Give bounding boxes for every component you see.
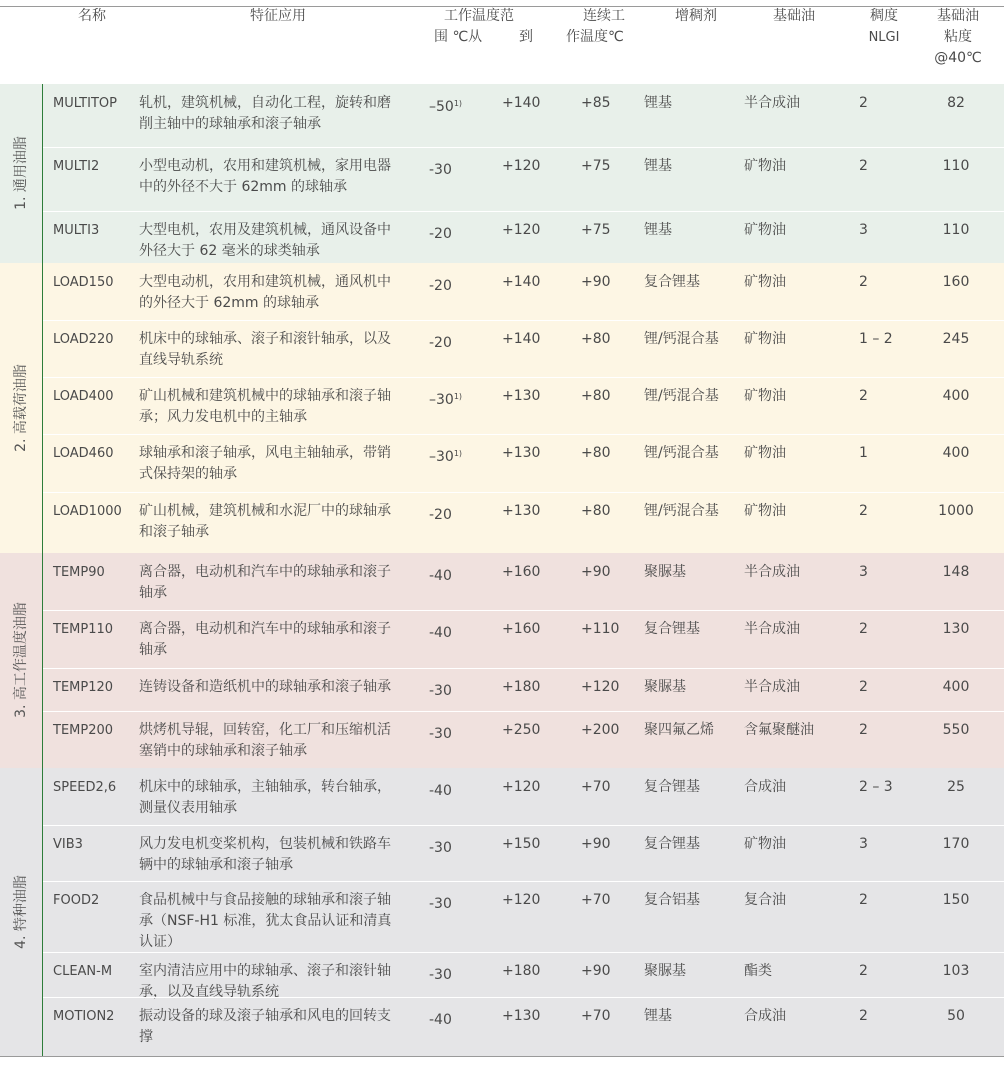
temp-from-cell: -30 — [429, 726, 452, 742]
bottom-rule — [0, 1056, 1004, 1057]
header-application: 特征应用 — [250, 8, 306, 24]
base-oil-cell: 半合成油 — [744, 679, 800, 695]
continuous-temp-cell: +75 — [581, 222, 611, 238]
product-name-cell: VIB3 — [53, 837, 83, 852]
row-separator — [43, 825, 1004, 826]
row-separator — [43, 320, 1004, 321]
product-name-cell: LOAD1000 — [53, 504, 122, 519]
nlgi-cell: 2 — [859, 963, 868, 979]
viscosity-cell: 148 — [942, 564, 970, 580]
application-cell: 振动设备的球及滚子轴承和风电的回转支撑 — [139, 1008, 391, 1045]
temp-from-cell: -40 — [429, 783, 452, 799]
table-row — [43, 881, 1004, 952]
temp-from-cell: -20 — [429, 226, 452, 242]
thickener-cell: 锂/钙混合基 — [644, 445, 719, 461]
viscosity-cell: 82 — [947, 95, 965, 111]
temp-from-cell: –50$^{1)}$ — [429, 99, 463, 115]
application-cell: 风力发电机变桨机构，包装机械和铁路车辆中的球轴承和滚子轴承 — [139, 836, 391, 873]
temp-from-cell: -30 — [429, 896, 452, 912]
header-temp-range-line1: 工作温度范 — [444, 8, 514, 24]
row-separator — [43, 997, 1004, 998]
product-name-cell: LOAD460 — [53, 446, 114, 461]
table-row — [43, 610, 1004, 668]
temp-from-cell: -20 — [429, 335, 452, 351]
row-separator — [43, 147, 1004, 148]
nlgi-cell: 2 — [859, 892, 868, 908]
row-separator — [43, 952, 1004, 953]
application-cell: 烘烤机导辊，回转窑，化工厂和压缩机活塞销中的球轴承和滚子轴承 — [139, 722, 391, 759]
continuous-temp-cell: +110 — [581, 621, 620, 637]
product-name-cell: MULTI2 — [53, 159, 100, 174]
thickener-cell: 锂/钙混合基 — [644, 331, 719, 347]
application-cell: 矿山机械，建筑机械和水泥厂中的球轴承和滚子轴承 — [139, 503, 391, 540]
thickener-cell: 复合锂基 — [644, 621, 700, 637]
product-name-cell: FOOD2 — [53, 893, 100, 908]
product-name-cell: TEMP200 — [53, 723, 114, 738]
thickener-cell: 复合锂基 — [644, 274, 700, 290]
table-row — [43, 768, 1004, 825]
nlgi-cell: 2 — [859, 1008, 868, 1024]
base-oil-cell: 矿物油 — [744, 388, 786, 404]
temp-to-cell: +160 — [502, 621, 541, 637]
viscosity-cell: 110 — [942, 222, 970, 238]
header-name: 名称 — [78, 8, 106, 24]
base-oil-cell: 矿物油 — [744, 331, 786, 347]
temp-to-cell: +160 — [502, 564, 541, 580]
header-viscosity-line3: @40℃ — [934, 50, 982, 66]
thickener-cell: 聚脲基 — [644, 963, 686, 979]
thickener-cell: 锂基 — [644, 222, 672, 238]
header-thickener: 增稠剂 — [675, 8, 717, 24]
header-nlgi-line2: NLGI — [868, 30, 900, 45]
temp-to-cell: +150 — [502, 836, 541, 852]
category-band-general: 1. 通用油脂 MULTITOP 轧机，建筑机械，自动化工程，旋转和磨削主轴中的球轴承和滚子轴承 –50$^{1)}$ +140 +85 锂基 半合成油 2 82 MULTI2 小型电动机，农用和建筑机械，家用电器中的外径不大于 62mm 的球轴承 -30 +120 +75 锂基 矿物油 2 110 MULTI3 大型电机，农用及建筑机械，通风设备中外径大于 62 毫米的球类轴承 -20 +120 +75 锂基 矿物油 3 110 — [0, 84, 1004, 263]
temp-to-cell: +130 — [502, 388, 541, 404]
table-row — [43, 492, 1004, 553]
viscosity-cell: 400 — [942, 679, 970, 695]
base-oil-cell: 含氟聚醚油 — [744, 722, 814, 738]
row-separator — [43, 610, 1004, 611]
product-name-cell: LOAD400 — [53, 389, 114, 404]
viscosity-cell: 50 — [947, 1008, 965, 1024]
temp-from-cell: -30 — [429, 162, 452, 178]
viscosity-cell: 400 — [942, 445, 970, 461]
table-row — [43, 263, 1004, 320]
table-row — [43, 434, 1004, 492]
continuous-temp-cell: +70 — [581, 892, 611, 908]
application-cell: 机床中的球轴承、滚子和滚针轴承，以及直线导轨系统 — [139, 331, 391, 368]
header-continuous-temp-line1: 连续工 — [583, 8, 625, 24]
continuous-temp-cell: +80 — [581, 331, 611, 347]
base-oil-cell: 矿物油 — [744, 836, 786, 852]
table-row — [43, 377, 1004, 434]
nlgi-cell: 2 — [859, 503, 868, 519]
viscosity-cell: 245 — [942, 331, 970, 347]
thickener-cell: 锂/钙混合基 — [644, 388, 719, 404]
temp-from-cell: -20 — [429, 507, 452, 523]
thickener-cell: 复合铝基 — [644, 892, 700, 908]
thickener-cell: 聚脲基 — [644, 564, 686, 580]
continuous-temp-cell: +200 — [581, 722, 620, 738]
application-cell: 离合器，电动机和汽车中的球轴承和滚子轴承 — [139, 621, 391, 658]
row-separator — [43, 881, 1004, 882]
footnote-marker: 1) — [453, 449, 463, 458]
application-cell: 大型电动机，农用和建筑机械，通风机中的外径大于 62mm 的球轴承 — [139, 274, 391, 311]
category-band-special: 4. 特种油脂 SPEED2,6 机床中的球轴承，主轴轴承，转台轴承，测量仪表用轴承 -40 +120 +70 复合锂基 合成油 2 – 3 25 VIB3 风力发电机变桨机构，包装机械和铁路车辆中的球轴承和滚子轴承 -30 +150 +90 复合锂基 矿物油 3 170 FOOD2 食品机械中与食品接触的球轴承和滚子轴承（NSF-H1 标准，犹太食品认证和清真认证） -30 +120 +70 复合铝基 复合油 2 150 CLEAN-M 室内清洁应用中的球轴承、滚子和滚针轴承，以及直线导轨系统 -30 +180 +90 聚脲基 酯类 2 103 MOTION2 振动设备的球及滚子轴承和风电的回转支撑 -40 +130 +70 锂基 合成油 2 50 — [0, 768, 1004, 1056]
temp-to-cell: +130 — [502, 445, 541, 461]
product-name-cell: LOAD220 — [53, 332, 114, 347]
row-separator — [43, 211, 1004, 212]
nlgi-cell: 2 — [859, 158, 868, 174]
product-name-cell: LOAD150 — [53, 275, 114, 290]
continuous-temp-cell: +70 — [581, 779, 611, 795]
nlgi-cell: 3 — [859, 222, 868, 238]
temp-to-cell: +130 — [502, 503, 541, 519]
row-separator — [43, 711, 1004, 712]
nlgi-cell: 2 — [859, 679, 868, 695]
temp-from-cell: -30 — [429, 840, 452, 856]
temp-to-cell: +120 — [502, 158, 541, 174]
base-oil-cell: 半合成油 — [744, 621, 800, 637]
viscosity-cell: 170 — [942, 836, 970, 852]
viscosity-cell: 103 — [942, 963, 970, 979]
product-name-cell: TEMP120 — [53, 680, 114, 695]
table-row — [43, 952, 1004, 1000]
temp-to-cell: +250 — [502, 722, 541, 738]
base-oil-cell: 矿物油 — [744, 274, 786, 290]
temp-from-cell: -30 — [429, 967, 452, 983]
viscosity-cell: 130 — [942, 621, 970, 637]
continuous-temp-cell: +90 — [581, 836, 611, 852]
base-oil-cell: 合成油 — [744, 779, 786, 795]
category-band-high-load: 2. 高载荷油脂 LOAD150 大型电动机，农用和建筑机械，通风机中的外径大于 62mm 的球轴承 -20 +140 +90 复合锂基 矿物油 2 160 LOAD220 机床中的球轴承、滚子和滚针轴承，以及直线导轨系统 -20 +140 +80 锂/钙混合基 矿物油 1 – 2 245 LOAD400 矿山机械和建筑机械中的球轴承和滚子轴承；风力发电机中的主轴承 –30$^{1)}$ +130 +80 锂/钙混合基 矿物油 2 400 LOAD460 球轴承和滚子轴承，风电主轴轴承，带销式保持架的轴承 –30$^{1)}$ +130 +80 锂/钙混合基 矿物油 1 400 LOAD1000 矿山机械，建筑机械和水泥厂中的球轴承和滚子轴承 -20 +130 +80 锂/钙混合基 矿物油 2 1000 — [0, 263, 1004, 553]
product-name-cell: MULTITOP — [53, 96, 117, 111]
footnote-marker: 1) — [453, 392, 463, 401]
row-separator — [43, 668, 1004, 669]
thickener-cell: 复合锂基 — [644, 836, 700, 852]
base-oil-cell: 半合成油 — [744, 95, 800, 111]
footnote-marker: 1) — [453, 99, 463, 108]
product-name-cell: MULTI3 — [53, 223, 100, 238]
base-oil-cell: 矿物油 — [744, 222, 786, 238]
temp-to-cell: +140 — [502, 274, 541, 290]
application-cell: 大型电机，农用及建筑机械，通风设备中外径大于 62 毫米的球类轴承 — [139, 222, 391, 259]
header-continuous-temp-line2: 作温度℃ — [566, 29, 624, 45]
temp-to-cell: +120 — [502, 892, 541, 908]
base-oil-cell: 矿物油 — [744, 158, 786, 174]
nlgi-cell: 2 — [859, 722, 868, 738]
header-temp-range-line2: 围 ℃从 — [434, 29, 483, 45]
thickener-cell: 复合锂基 — [644, 779, 700, 795]
nlgi-cell: 2 — [859, 621, 868, 637]
base-oil-cell: 酯类 — [744, 963, 772, 979]
table-row — [43, 553, 1004, 610]
continuous-temp-cell: +90 — [581, 963, 611, 979]
base-oil-cell: 半合成油 — [744, 564, 800, 580]
category-band-high-temp: 3. 高工作温度油脂 TEMP90 离合器，电动机和汽车中的球轴承和滚子轴承 -40 +160 +90 聚脲基 半合成油 3 148 TEMP110 离合器，电动机和汽车中的球轴承和滚子轴承 -40 +160 +110 复合锂基 半合成油 2 130 TEMP120 连铸设备和造纸机中的球轴承和滚子轴承 -30 +180 +120 聚脲基 半合成油 2 400 TEMP200 烘烤机导辊，回转窑，化工厂和压缩机活塞销中的球轴承和滚子轴承 -30 +250 +200 聚四氟乙烯 含氟聚醚油 2 550 — [0, 553, 1004, 768]
table-row — [43, 668, 1004, 711]
temp-to-cell: +180 — [502, 963, 541, 979]
table-row — [43, 147, 1004, 211]
base-oil-cell: 矿物油 — [744, 503, 786, 519]
nlgi-cell: 2 — [859, 95, 868, 111]
row-separator — [43, 492, 1004, 493]
product-name-cell: TEMP90 — [53, 565, 105, 580]
nlgi-cell: 3 — [859, 836, 868, 852]
temp-from-cell: -20 — [429, 278, 452, 294]
header-temp-to: 到 — [519, 29, 533, 45]
table-row — [43, 825, 1004, 881]
product-name-cell: TEMP110 — [53, 622, 114, 637]
base-oil-cell: 矿物油 — [744, 445, 786, 461]
viscosity-cell: 160 — [942, 274, 970, 290]
thickener-cell: 锂/钙混合基 — [644, 503, 719, 519]
nlgi-cell: 1 – 2 — [859, 331, 893, 347]
thickener-cell: 锂基 — [644, 95, 672, 111]
table-row — [43, 84, 1004, 147]
temp-to-cell: +140 — [502, 331, 541, 347]
header-nlgi-line1: 稠度 — [870, 8, 898, 24]
application-cell: 食品机械中与食品接触的球轴承和滚子轴承（NSF-H1 标准，犹太食品认证和清真认证） — [139, 892, 392, 950]
viscosity-cell: 25 — [947, 779, 965, 795]
continuous-temp-cell: +90 — [581, 274, 611, 290]
viscosity-cell: 550 — [942, 722, 970, 738]
temp-to-cell: +120 — [502, 222, 541, 238]
temp-from-cell: –30$^{1)}$ — [429, 449, 463, 465]
viscosity-cell: 110 — [942, 158, 970, 174]
continuous-temp-cell: +70 — [581, 1008, 611, 1024]
temp-from-cell: -40 — [429, 625, 452, 641]
product-name-cell: MOTION2 — [53, 1009, 115, 1024]
application-cell: 机床中的球轴承，主轴轴承，转台轴承，测量仪表用轴承 — [139, 779, 391, 816]
temp-from-cell: -30 — [429, 683, 452, 699]
viscosity-cell: 1000 — [938, 503, 974, 519]
nlgi-cell: 2 – 3 — [859, 779, 893, 795]
continuous-temp-cell: +75 — [581, 158, 611, 174]
application-cell: 室内清洁应用中的球轴承、滚子和滚针轴承，以及直线导轨系统 — [139, 963, 391, 1000]
application-cell: 离合器，电动机和汽车中的球轴承和滚子轴承 — [139, 564, 391, 601]
row-separator — [43, 377, 1004, 378]
table-row — [43, 711, 1004, 768]
temp-to-cell: +180 — [502, 679, 541, 695]
product-name-cell: CLEAN-M — [53, 964, 113, 979]
thickener-cell: 锂基 — [644, 1008, 672, 1024]
nlgi-cell: 3 — [859, 564, 868, 580]
viscosity-cell: 400 — [942, 388, 970, 404]
continuous-temp-cell: +80 — [581, 445, 611, 461]
table-row — [43, 211, 1004, 263]
temp-to-cell: +130 — [502, 1008, 541, 1024]
application-cell: 连铸设备和造纸机中的球轴承和滚子轴承 — [139, 679, 391, 695]
header-viscosity-line1: 基础油 — [937, 8, 979, 24]
application-cell: 小型电动机，农用和建筑机械，家用电器中的外径不大于 62mm 的球轴承 — [139, 158, 391, 195]
product-name-cell: SPEED2,6 — [53, 780, 117, 795]
temp-from-cell: -40 — [429, 568, 452, 584]
row-separator — [43, 434, 1004, 435]
application-cell: 球轴承和滚子轴承，风电主轴轴承，带销式保持架的轴承 — [139, 445, 391, 482]
continuous-temp-cell: +80 — [581, 388, 611, 404]
table-row — [43, 320, 1004, 377]
header-viscosity-line2: 粘度 — [944, 29, 972, 45]
temp-to-cell: +140 — [502, 95, 541, 111]
base-oil-cell: 复合油 — [744, 892, 786, 908]
nlgi-cell: 2 — [859, 388, 868, 404]
continuous-temp-cell: +120 — [581, 679, 620, 695]
continuous-temp-cell: +80 — [581, 503, 611, 519]
nlgi-cell: 1 — [859, 445, 868, 461]
base-oil-cell: 合成油 — [744, 1008, 786, 1024]
nlgi-cell: 2 — [859, 274, 868, 290]
thickener-cell: 聚脲基 — [644, 679, 686, 695]
application-cell: 矿山机械和建筑机械中的球轴承和滚子轴承；风力发电机中的主轴承 — [139, 388, 391, 425]
application-cell: 轧机，建筑机械，自动化工程，旋转和磨削主轴中的球轴承和滚子轴承 — [139, 95, 391, 132]
temp-from-cell: –30$^{1)}$ — [429, 392, 463, 408]
temp-to-cell: +120 — [502, 779, 541, 795]
continuous-temp-cell: +90 — [581, 564, 611, 580]
table-row — [43, 997, 1004, 1056]
header-base-oil: 基础油 — [773, 8, 815, 24]
continuous-temp-cell: +85 — [581, 95, 611, 111]
thickener-cell: 锂基 — [644, 158, 672, 174]
thickener-cell: 聚四氟乙烯 — [644, 722, 714, 738]
viscosity-cell: 150 — [942, 892, 970, 908]
temp-from-cell: -40 — [429, 1012, 452, 1028]
